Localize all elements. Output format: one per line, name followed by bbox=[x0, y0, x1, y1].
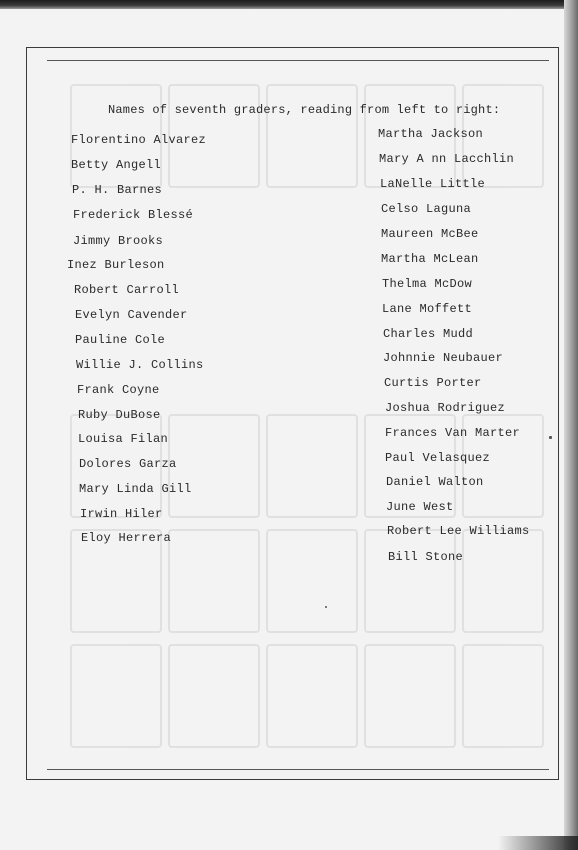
name-entry: LaNelle Little bbox=[380, 177, 486, 191]
stray-ink-dot bbox=[549, 436, 552, 439]
name-entry: Mary Linda Gill bbox=[79, 482, 192, 496]
name-entry: Lane Moffett bbox=[382, 302, 473, 316]
name-entry: Johnnie Neubauer bbox=[383, 351, 504, 365]
name-entry: Frederick Blessé bbox=[73, 208, 194, 222]
name-entry: Daniel Walton bbox=[386, 475, 484, 489]
name-entry: Bill Stone bbox=[388, 550, 464, 564]
scan-bottom-corner-shadow bbox=[498, 836, 578, 850]
name-entry: Martha Jackson bbox=[378, 127, 484, 141]
name-entry: Frank Coyne bbox=[77, 383, 160, 397]
name-entry: Maureen McBee bbox=[381, 227, 479, 241]
name-entry: P. H. Barnes bbox=[72, 183, 163, 197]
scan-right-edge-shadow bbox=[564, 0, 578, 850]
name-entry: Irwin Hiler bbox=[80, 507, 163, 521]
name-entry: Charles Mudd bbox=[383, 327, 474, 341]
name-entry: Frances Van Marter bbox=[385, 426, 521, 440]
name-entry: Curtis Porter bbox=[384, 376, 482, 390]
name-entry: Willie J. Collins bbox=[76, 358, 204, 372]
name-entry: Mary A nn Lacchlin bbox=[379, 152, 515, 166]
name-entry: Florentino Alvarez bbox=[71, 133, 207, 147]
name-entry: Ruby DuBose bbox=[78, 408, 161, 422]
name-entry: Paul Velasquez bbox=[385, 451, 491, 465]
name-entry: Martha McLean bbox=[381, 252, 479, 266]
name-entry: Eloy Herrera bbox=[81, 531, 172, 545]
scan-top-edge-shadow bbox=[0, 0, 578, 9]
name-entry: Evelyn Cavender bbox=[75, 308, 188, 322]
name-entry: Thelma McDow bbox=[382, 277, 473, 291]
name-entry: Dolores Garza bbox=[79, 457, 177, 471]
name-entry: Inez Burleson bbox=[67, 258, 165, 272]
page-heading: Names of seventh graders, reading from left to right: bbox=[108, 103, 501, 117]
name-entry: Robert Lee Williams bbox=[387, 524, 530, 538]
name-entry: Louisa Filan bbox=[78, 432, 169, 446]
name-entry: June West bbox=[386, 500, 454, 514]
name-entry: Celso Laguna bbox=[381, 202, 472, 216]
name-entry: Pauline Cole bbox=[75, 333, 166, 347]
stray-ink-dot bbox=[325, 606, 327, 608]
name-entry: Joshua Rodriguez bbox=[385, 401, 506, 415]
name-entry: Betty Angell bbox=[71, 158, 162, 172]
name-entry: Robert Carroll bbox=[74, 283, 180, 297]
name-entry: Jimmy Brooks bbox=[73, 234, 164, 248]
